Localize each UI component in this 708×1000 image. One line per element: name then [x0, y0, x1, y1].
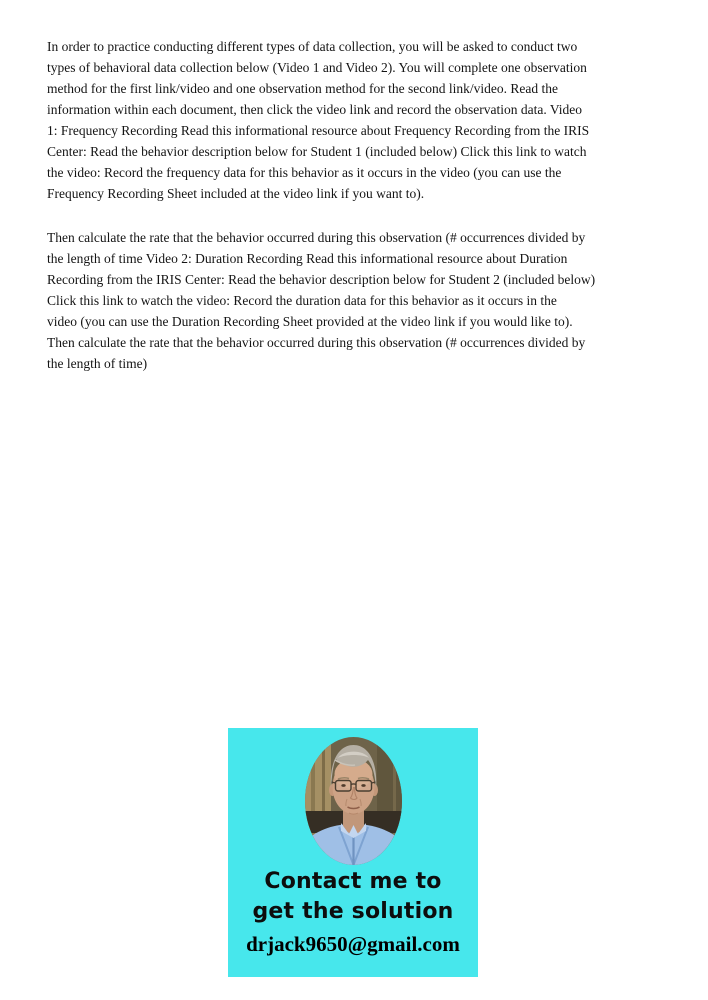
text-line: Center: Read the behavior description below for Student 1 (included below) Click this link to watch — [47, 144, 587, 159]
paragraph-1 — [47, 36, 667, 204]
text-line: Then calculate the rate that the behavior occurred during this observation (# occurrences divided by — [47, 335, 586, 350]
contact-card — [228, 728, 478, 977]
text-line: Then calculate the rate that the behavior occurred during this observation (# occurrences divided by — [47, 230, 586, 245]
text-line: the length of time Video 2: Duration Recording Read this informational resource about Duration — [47, 251, 568, 266]
text-line: method for the first link/video and one observation method for the second link/video. Read the — [47, 81, 559, 96]
text-line: In order to practice conducting different types of data collection, you will be asked to conduct two — [47, 39, 578, 54]
text-line: Frequency Recording Sheet included at the video link if you want to). — [47, 186, 425, 201]
text-line: Recording from the IRIS Center: Read the behavior description below for Student 2 (included below) — [47, 272, 596, 287]
paragraph-2 — [47, 227, 667, 374]
contact-email: drjack9650@gmail.com — [246, 932, 460, 956]
text-line: Click this link to watch the video: Record the duration data for this behavior as it occurs in the — [47, 293, 557, 308]
contact-heading-line2: get the solution — [252, 899, 454, 924]
text-line: types of behavioral data collection below (Video 1 and Video 2). You will complete one observation — [47, 60, 587, 75]
text-line: the length of time) — [47, 356, 148, 371]
assignment-text — [47, 36, 667, 374]
text-line: information within each document, then click the video link and record the observation data. Video — [47, 102, 583, 117]
portrait-photo — [305, 737, 402, 865]
text-line: the video: Record the frequency data for this behavior as it occurs in the video (you can use the — [47, 165, 562, 180]
contact-heading-line1: Contact me to — [264, 869, 442, 894]
text-line: 1: Frequency Recording Read this informational resource about Frequency Recording from the IRIS — [47, 123, 590, 138]
text-line: video (you can use the Duration Recording Sheet provided at the video link if you would like to). — [47, 314, 573, 329]
contact-heading — [228, 867, 478, 927]
